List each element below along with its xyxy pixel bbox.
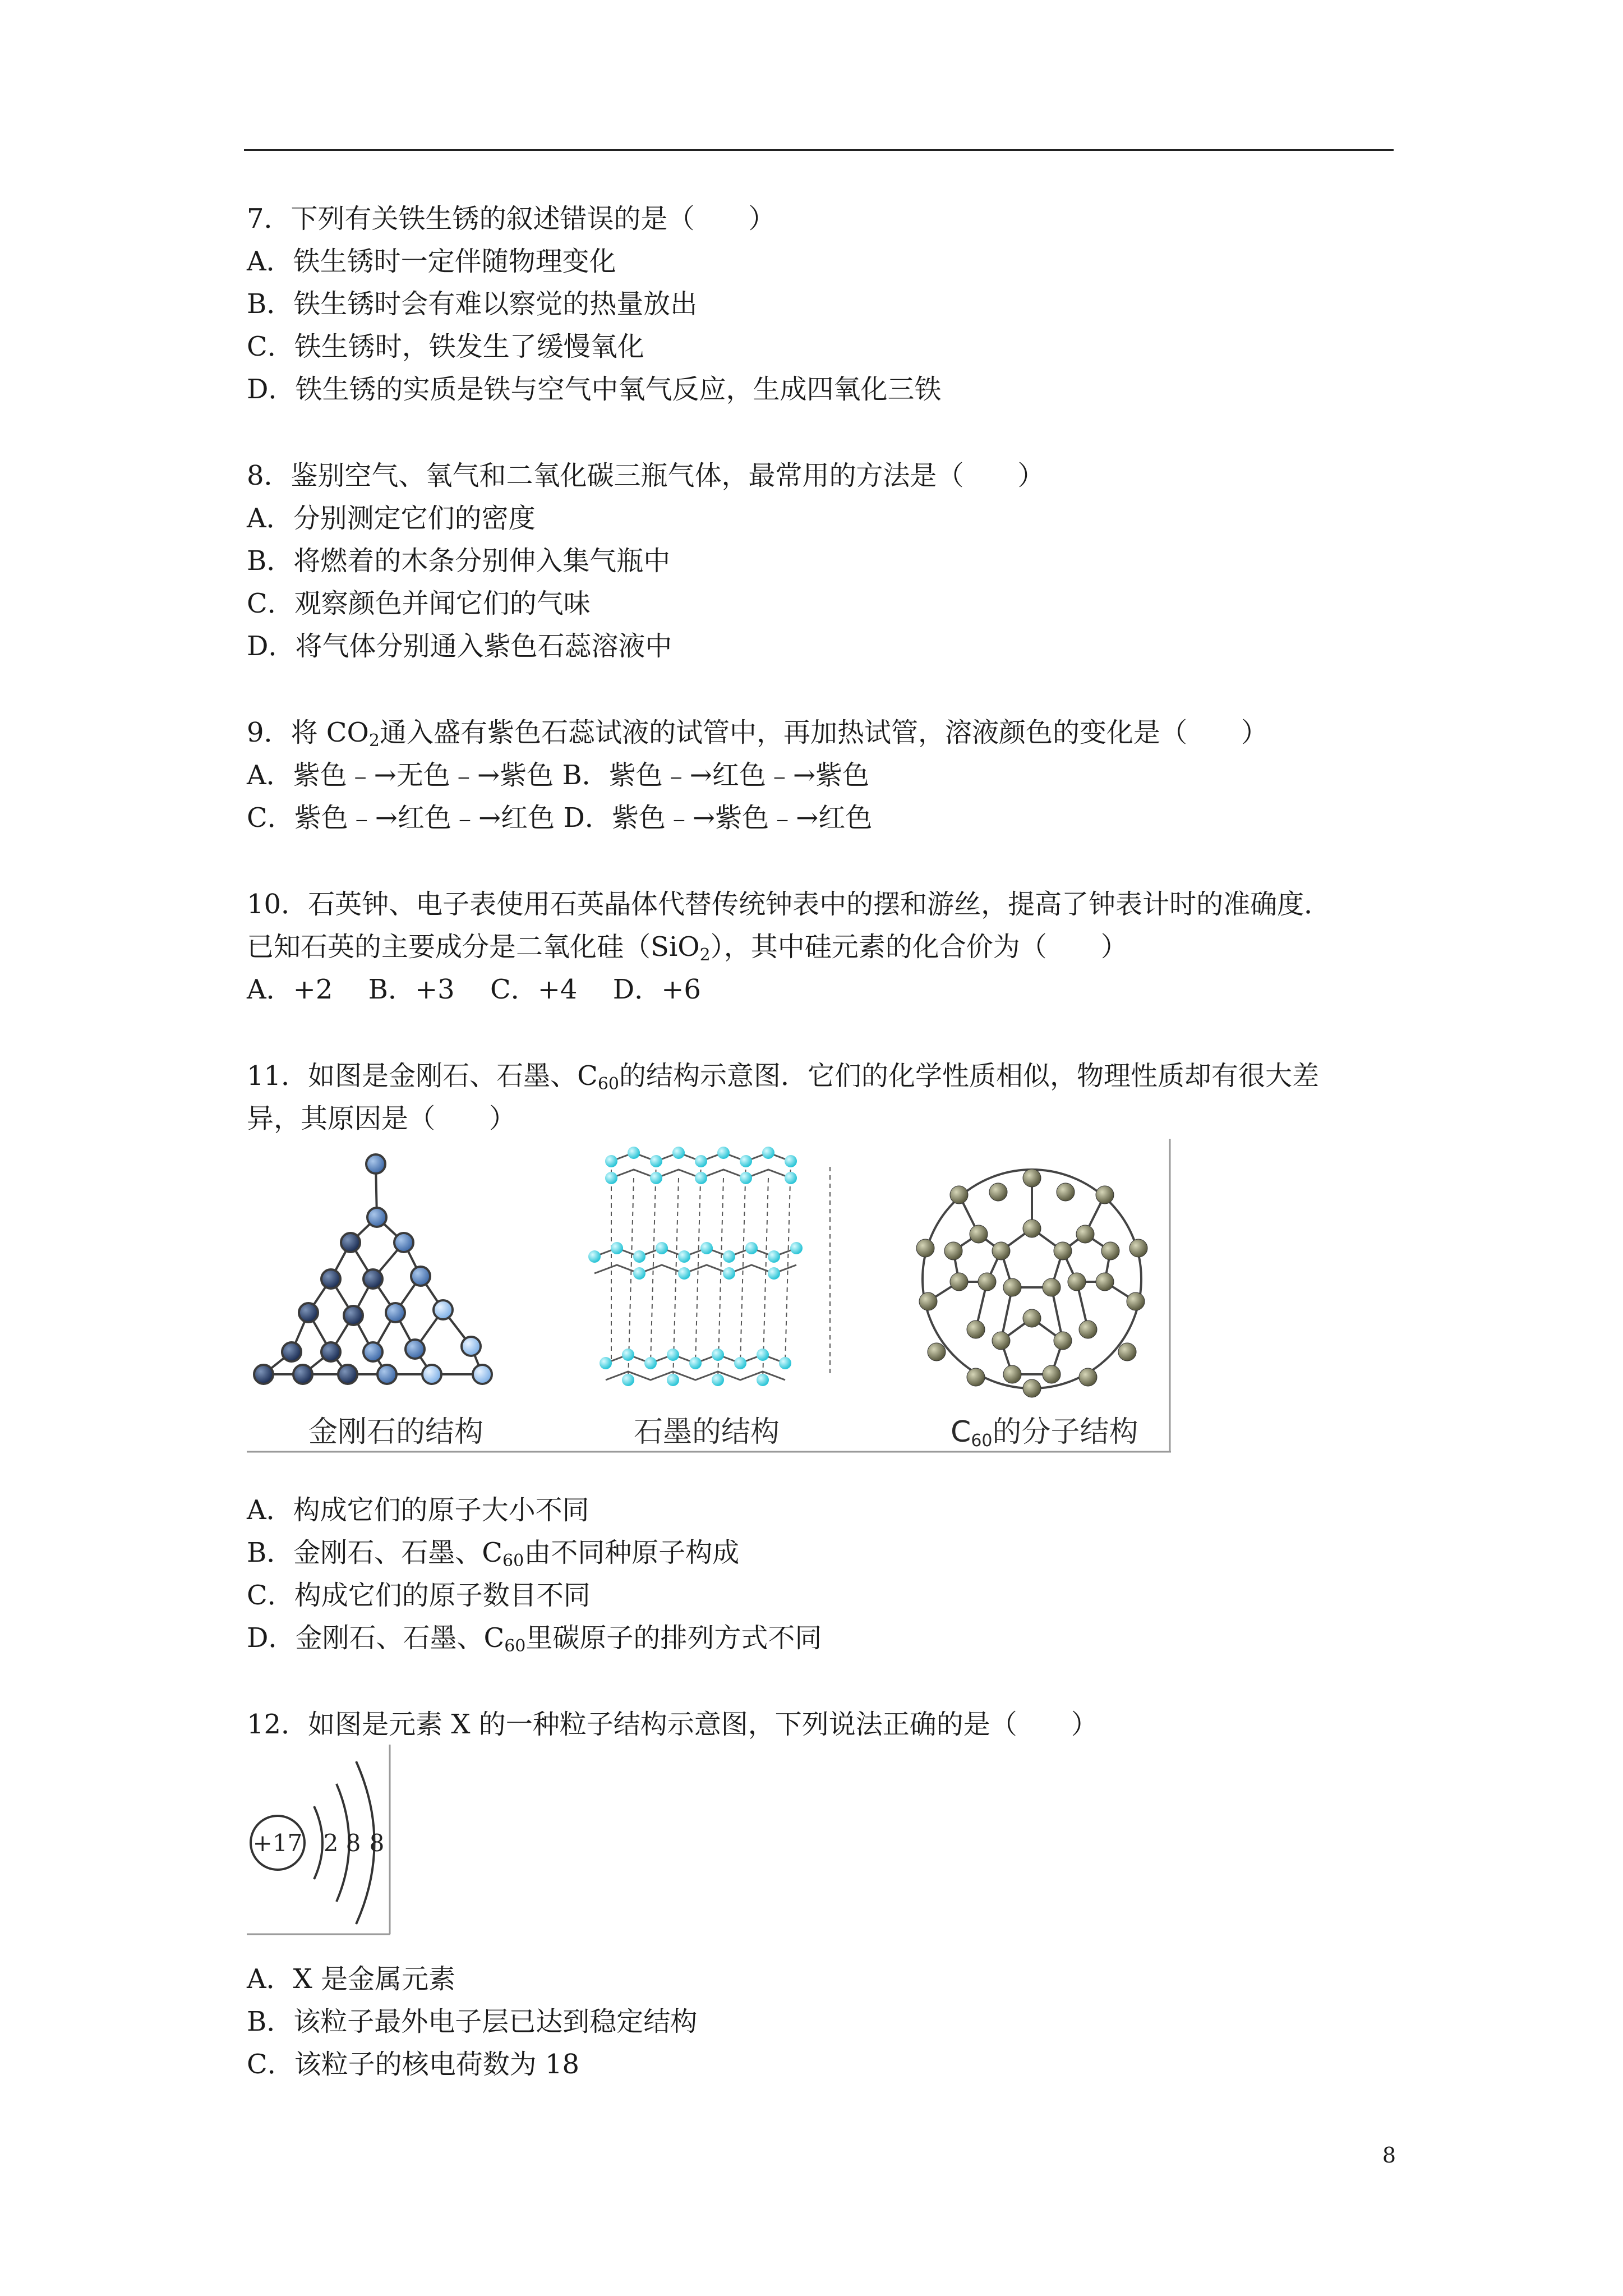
question-11-option-d [247,1621,822,1663]
question-10-stem-line1: 10．石英钟、电子表使用石英晶体代替传统钟表中的摆和游丝，提高了钟表计时的准确度． [247,889,1331,920]
c60-caption-prefix: C [951,1415,971,1449]
question-8-option-c: C．观察颜色并闻它们的气味 [247,588,591,619]
atomic-structure-diagram [247,1745,398,1935]
c60-subscript: 60 [502,1551,524,1571]
question-11-stem-part2: 的结构示意图．它们的化学性质相似，物理性质却有很大差 [619,1060,1320,1092]
carbon-structures-figure [247,1139,1172,1453]
header-rule [244,149,1394,151]
question-12-option-a: A．X 是金属元素 [247,1963,456,1995]
c60-caption-subscript: 60 [971,1431,993,1451]
question-11-option-b-part2: 由不同种原子构成 [524,1537,740,1568]
question-8-option-a: A．分别测定它们的密度 [247,503,536,534]
shell-2-electrons: 8 [345,1829,361,1857]
graphite-caption: 石墨的结构 [634,1415,780,1449]
question-10-stem-line2-part2: ），其中硅元素的化合价为（ ） [710,931,1128,963]
c60-subscript: 60 [597,1074,619,1094]
question-9-options-row1: A．紫色﹣→无色﹣→紫色 B．紫色﹣→红色﹣→紫色 [247,760,870,791]
question-8-stem: 8．鉴别空气、氧气和二氧化碳三瓶气体，最常用的方法是（ ） [247,460,1045,491]
question-7-option-b: B．铁生锈时会有难以察觉的热量放出 [247,288,698,320]
c60-structure-image [916,1169,1147,1397]
question-11-stem-part1: 11．如图是金刚石、石墨、C [247,1060,598,1092]
question-11-option-b [247,1536,739,1578]
shell-3-electrons: 8 [369,1829,385,1857]
question-11-option-d-part1: D．金刚石、石墨、C [247,1622,505,1654]
c60-caption [951,1415,1138,1451]
question-12-option-c: C．该粒子的核电荷数为 18 [247,2049,580,2080]
question-12-stem: 12．如图是元素 X 的一种粒子结构示意图，下列说法正确的是（ ） [247,1709,1098,1740]
question-7-option-a: A．铁生锈时一定伴随物理变化 [247,246,616,277]
shell-1-electrons: 2 [323,1829,339,1857]
question-10-options: A．+2 B．+3 C．+4 D．+6 [247,974,701,1005]
graphite-structure-image [588,1147,830,1386]
question-9-options-row2: C．紫色﹣→红色﹣→红色 D．紫色﹣→紫色﹣→红色 [247,802,873,834]
question-9-stem-part2: 通入盛有紫色石蕊试液的试管中，再加热试管，溶液颜色的变化是（ ） [379,717,1268,748]
question-9-stem [247,716,1268,758]
question-7-stem: 7．下列有关铁生锈的叙述错误的是（ ） [247,203,776,234]
page-number: 8 [1382,2143,1396,2168]
question-8-option-b: B．将燃着的木条分别伸入集气瓶中 [247,545,671,577]
question-10-stem-line2 [247,930,1128,972]
question-11-option-d-part2: 里碳原子的排列方式不同 [525,1622,822,1654]
question-8-option-d: D．将气体分别通入紫色石蕊溶液中 [247,631,672,662]
diamond-structure-image [254,1154,492,1384]
question-11-stem-line1 [247,1059,1319,1101]
question-9-stem-part1: 9．将 CO [247,717,369,748]
question-11-option-c: C．构成它们的原子数目不同 [247,1580,591,1611]
co2-subscript: 2 [368,731,380,751]
question-11-option-b-part1: B．金刚石、石墨、C [247,1537,503,1568]
question-11-option-a: A．构成它们的原子大小不同 [247,1494,589,1526]
question-11-stem-line2: 异，其原因是（ ） [247,1103,517,1134]
question-7-option-c: C．铁生锈时，铁发生了缓慢氧化 [247,331,644,362]
question-7-option-d: D．铁生锈的实质是铁与空气中氧气反应，生成四氧化三铁 [247,374,942,405]
sio2-subscript: 2 [699,945,711,965]
c60-caption-suffix: 的分子结构 [992,1415,1138,1449]
question-10-stem-line2-part1: 已知石英的主要成分是二氧化硅（SiO [247,931,700,963]
question-12-option-b: B．该粒子最外电子层已达到稳定结构 [247,2006,698,2037]
c60-subscript: 60 [504,1636,526,1656]
diamond-caption: 金刚石的结构 [308,1415,484,1449]
nucleus-charge-label: +17 [252,1829,303,1857]
